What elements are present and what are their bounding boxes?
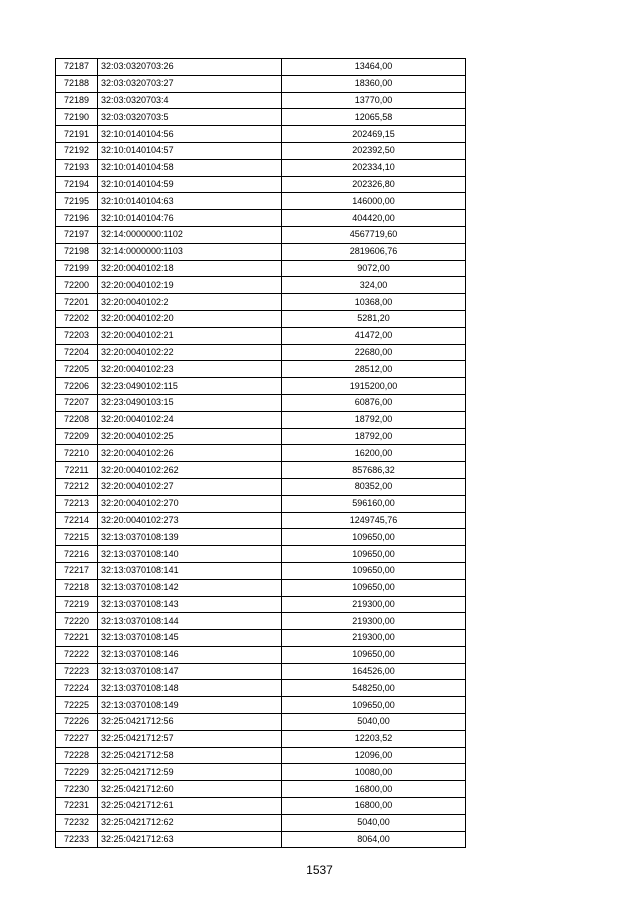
cadastral-number-cell: 32:20:0040102:20 [98, 310, 282, 327]
cadastral-number-cell: 32:10:0140104:59 [98, 176, 282, 193]
row-number-cell: 72227 [56, 730, 98, 747]
value-cell: 12096,00 [282, 747, 466, 764]
table-row [56, 663, 466, 680]
row-number-cell: 72213 [56, 495, 98, 512]
value-cell: 12065,58 [282, 109, 466, 126]
cadastral-number-cell: 32:25:0421712:58 [98, 747, 282, 764]
table-row [56, 613, 466, 630]
row-number-cell: 72214 [56, 512, 98, 529]
cadastral-number-cell: 32:25:0421712:59 [98, 764, 282, 781]
cadastral-number-cell: 32:25:0421712:61 [98, 798, 282, 815]
cadastral-value-table [55, 58, 466, 848]
value-cell: 16800,00 [282, 798, 466, 815]
table-row [56, 428, 466, 445]
cadastral-number-cell: 32:13:0370108:149 [98, 697, 282, 714]
row-number-cell: 72201 [56, 294, 98, 311]
row-number-cell: 72228 [56, 747, 98, 764]
value-cell: 202326,80 [282, 176, 466, 193]
value-cell: 10080,00 [282, 764, 466, 781]
cadastral-number-cell: 32:20:0040102:270 [98, 495, 282, 512]
row-number-cell: 72195 [56, 193, 98, 210]
cadastral-number-cell: 32:13:0370108:143 [98, 596, 282, 613]
row-number-cell: 72198 [56, 243, 98, 260]
row-number-cell: 72187 [56, 59, 98, 76]
table-row [56, 361, 466, 378]
value-cell: 146000,00 [282, 193, 466, 210]
table-row [56, 764, 466, 781]
cadastral-number-cell: 32:20:0040102:26 [98, 445, 282, 462]
row-number-cell: 72192 [56, 142, 98, 159]
row-number-cell: 72203 [56, 327, 98, 344]
value-cell: 1915200,00 [282, 378, 466, 395]
cadastral-number-cell: 32:20:0040102:22 [98, 344, 282, 361]
value-cell: 219300,00 [282, 613, 466, 630]
table-row [56, 478, 466, 495]
table-row [56, 495, 466, 512]
row-number-cell: 72226 [56, 714, 98, 731]
table-row [56, 394, 466, 411]
cadastral-number-cell: 32:23:0490102:115 [98, 378, 282, 395]
row-number-cell: 72211 [56, 462, 98, 479]
cadastral-number-cell: 32:20:0040102:18 [98, 260, 282, 277]
row-number-cell: 72224 [56, 680, 98, 697]
row-number-cell: 72232 [56, 814, 98, 831]
value-cell: 13464,00 [282, 59, 466, 76]
row-number-cell: 72208 [56, 411, 98, 428]
table-row [56, 193, 466, 210]
row-number-cell: 72222 [56, 646, 98, 663]
value-cell: 202392,50 [282, 142, 466, 159]
table-row [56, 142, 466, 159]
cadastral-number-cell: 32:13:0370108:148 [98, 680, 282, 697]
row-number-cell: 72190 [56, 109, 98, 126]
row-number-cell: 72194 [56, 176, 98, 193]
value-cell: 16800,00 [282, 781, 466, 798]
cadastral-number-cell: 32:20:0040102:19 [98, 277, 282, 294]
cadastral-number-cell: 32:14:0000000:1103 [98, 243, 282, 260]
row-number-cell: 72216 [56, 546, 98, 563]
cadastral-number-cell: 32:14:0000000:1102 [98, 226, 282, 243]
value-cell: 10368,00 [282, 294, 466, 311]
value-cell: 41472,00 [282, 327, 466, 344]
value-cell: 16200,00 [282, 445, 466, 462]
value-cell: 109650,00 [282, 646, 466, 663]
cadastral-number-cell: 32:03:0320703:4 [98, 92, 282, 109]
row-number-cell: 72200 [56, 277, 98, 294]
table-row [56, 59, 466, 76]
table-row [56, 596, 466, 613]
cadastral-number-cell: 32:03:0320703:5 [98, 109, 282, 126]
row-number-cell: 72225 [56, 697, 98, 714]
cadastral-number-cell: 32:13:0370108:142 [98, 579, 282, 596]
row-number-cell: 72209 [56, 428, 98, 445]
row-number-cell: 72202 [56, 310, 98, 327]
cadastral-number-cell: 32:10:0140104:56 [98, 126, 282, 143]
value-cell: 9072,00 [282, 260, 466, 277]
cadastral-number-cell: 32:20:0040102:25 [98, 428, 282, 445]
table-row [56, 411, 466, 428]
table-row [56, 210, 466, 227]
table-row [56, 310, 466, 327]
row-number-cell: 72215 [56, 529, 98, 546]
table-row [56, 327, 466, 344]
value-cell: 596160,00 [282, 495, 466, 512]
value-cell: 404420,00 [282, 210, 466, 227]
value-cell: 8064,00 [282, 831, 466, 848]
value-cell: 219300,00 [282, 630, 466, 647]
table-row [56, 697, 466, 714]
value-cell: 5281,20 [282, 310, 466, 327]
table-row [56, 814, 466, 831]
value-cell: 5040,00 [282, 814, 466, 831]
table-row [56, 562, 466, 579]
cadastral-number-cell: 32:13:0370108:140 [98, 546, 282, 563]
table-row [56, 781, 466, 798]
row-number-cell: 72210 [56, 445, 98, 462]
table-row [56, 243, 466, 260]
cadastral-number-cell: 32:25:0421712:57 [98, 730, 282, 747]
cadastral-number-cell: 32:13:0370108:139 [98, 529, 282, 546]
value-cell: 324,00 [282, 277, 466, 294]
cadastral-number-cell: 32:10:0140104:58 [98, 159, 282, 176]
row-number-cell: 72204 [56, 344, 98, 361]
value-cell: 219300,00 [282, 596, 466, 613]
value-cell: 80352,00 [282, 478, 466, 495]
cadastral-number-cell: 32:25:0421712:60 [98, 781, 282, 798]
cadastral-number-cell: 32:13:0370108:141 [98, 562, 282, 579]
cadastral-value-table-container [55, 58, 466, 848]
value-cell: 109650,00 [282, 546, 466, 563]
table-row [56, 680, 466, 697]
value-cell: 18792,00 [282, 411, 466, 428]
cadastral-number-cell: 32:13:0370108:147 [98, 663, 282, 680]
table-row [56, 294, 466, 311]
value-cell: 22680,00 [282, 344, 466, 361]
value-cell: 857686,32 [282, 462, 466, 479]
table-row [56, 512, 466, 529]
cadastral-number-cell: 32:20:0040102:24 [98, 411, 282, 428]
table-row [56, 529, 466, 546]
row-number-cell: 72199 [56, 260, 98, 277]
table-row [56, 714, 466, 731]
value-cell: 12203,52 [282, 730, 466, 747]
row-number-cell: 72219 [56, 596, 98, 613]
cadastral-number-cell: 32:20:0040102:21 [98, 327, 282, 344]
table-row [56, 75, 466, 92]
cadastral-number-cell: 32:10:0140104:76 [98, 210, 282, 227]
table-row [56, 277, 466, 294]
table-row [56, 176, 466, 193]
cadastral-number-cell: 32:25:0421712:56 [98, 714, 282, 731]
table-row [56, 159, 466, 176]
table-row [56, 260, 466, 277]
value-cell: 109650,00 [282, 529, 466, 546]
row-number-cell: 72207 [56, 394, 98, 411]
cadastral-number-cell: 32:13:0370108:146 [98, 646, 282, 663]
table-row [56, 126, 466, 143]
cadastral-number-cell: 32:13:0370108:144 [98, 613, 282, 630]
cadastral-number-cell: 32:10:0140104:63 [98, 193, 282, 210]
row-number-cell: 72189 [56, 92, 98, 109]
value-cell: 109650,00 [282, 579, 466, 596]
cadastral-number-cell: 32:20:0040102:27 [98, 478, 282, 495]
table-row [56, 109, 466, 126]
cadastral-number-cell: 32:20:0040102:262 [98, 462, 282, 479]
value-cell: 60876,00 [282, 394, 466, 411]
row-number-cell: 72196 [56, 210, 98, 227]
cadastral-number-cell: 32:03:0320703:26 [98, 59, 282, 76]
table-row [56, 630, 466, 647]
table-row [56, 798, 466, 815]
table-row [56, 579, 466, 596]
value-cell: 2819606,76 [282, 243, 466, 260]
row-number-cell: 72218 [56, 579, 98, 596]
row-number-cell: 72217 [56, 562, 98, 579]
row-number-cell: 72205 [56, 361, 98, 378]
row-number-cell: 72221 [56, 630, 98, 647]
row-number-cell: 72230 [56, 781, 98, 798]
row-number-cell: 72220 [56, 613, 98, 630]
value-cell: 202469,15 [282, 126, 466, 143]
row-number-cell: 72197 [56, 226, 98, 243]
value-cell: 548250,00 [282, 680, 466, 697]
value-cell: 13770,00 [282, 92, 466, 109]
cadastral-number-cell: 32:25:0421712:63 [98, 831, 282, 848]
value-cell: 5040,00 [282, 714, 466, 731]
cadastral-number-cell: 32:25:0421712:62 [98, 814, 282, 831]
cadastral-number-cell: 32:20:0040102:23 [98, 361, 282, 378]
value-cell: 1249745,76 [282, 512, 466, 529]
row-number-cell: 72229 [56, 764, 98, 781]
row-number-cell: 72231 [56, 798, 98, 815]
table-row [56, 344, 466, 361]
value-cell: 109650,00 [282, 562, 466, 579]
cadastral-number-cell: 32:23:0490103:15 [98, 394, 282, 411]
cadastral-number-cell: 32:10:0140104:57 [98, 142, 282, 159]
row-number-cell: 72233 [56, 831, 98, 848]
table-row [56, 226, 466, 243]
page-number: 1537 [306, 863, 333, 877]
cadastral-number-cell: 32:13:0370108:145 [98, 630, 282, 647]
row-number-cell: 72191 [56, 126, 98, 143]
value-cell: 28512,00 [282, 361, 466, 378]
value-cell: 109650,00 [282, 697, 466, 714]
table-row [56, 546, 466, 563]
value-cell: 18792,00 [282, 428, 466, 445]
row-number-cell: 72188 [56, 75, 98, 92]
table-row [56, 747, 466, 764]
table-row [56, 646, 466, 663]
row-number-cell: 72223 [56, 663, 98, 680]
cadastral-number-cell: 32:20:0040102:2 [98, 294, 282, 311]
value-cell: 164526,00 [282, 663, 466, 680]
cadastral-number-cell: 32:03:0320703:27 [98, 75, 282, 92]
table-body [56, 59, 466, 848]
table-row [56, 445, 466, 462]
row-number-cell: 72206 [56, 378, 98, 395]
table-row [56, 730, 466, 747]
table-row [56, 831, 466, 848]
row-number-cell: 72212 [56, 478, 98, 495]
table-row [56, 378, 466, 395]
row-number-cell: 72193 [56, 159, 98, 176]
table-row [56, 462, 466, 479]
value-cell: 4567719,60 [282, 226, 466, 243]
value-cell: 18360,00 [282, 75, 466, 92]
cadastral-number-cell: 32:20:0040102:273 [98, 512, 282, 529]
value-cell: 202334,10 [282, 159, 466, 176]
table-row [56, 92, 466, 109]
